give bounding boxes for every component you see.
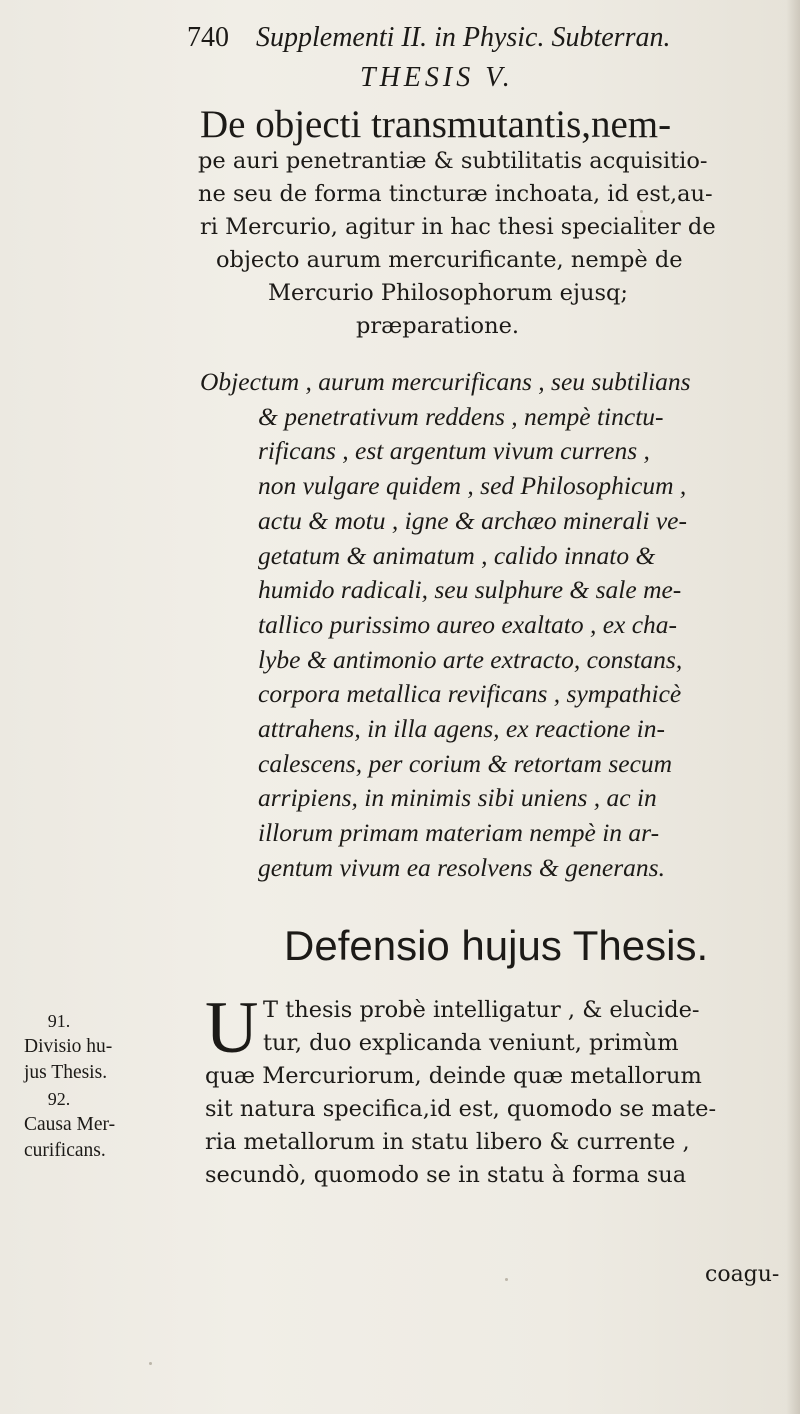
margin-note-number: 92. (47, 1089, 71, 1109)
margin-note-number: 91. (47, 1011, 71, 1031)
defensio-paragraph (205, 987, 795, 1192)
paper-speck (505, 1278, 508, 1281)
paragraph-line: humido radicali, seu sulphure & sale me- (258, 575, 682, 605)
paragraph-line: T thesis probè intelligatur , & elucide- (263, 997, 700, 1023)
paragraph-line: gentum vivum ea resolvens & generans. (258, 852, 665, 882)
paragraph-line: lybe & antimonio arte extracto, constans, (258, 644, 683, 674)
catchword: coagu- (705, 1262, 780, 1287)
margin-note-line: Divisio hu- (24, 1036, 113, 1057)
paragraph-line: non vulgare quidem , sed Philosophicum , (258, 471, 687, 501)
paragraph-line: quæ Mercuriorum, deinde quæ metallorum (205, 1063, 702, 1089)
paragraph-line: Objectum , aurum mercurificans , seu subtilians (200, 367, 691, 396)
section-title: De objecti transmutantis,nem- (200, 103, 672, 146)
margin-note-line: jus Thesis. (24, 1062, 108, 1083)
paragraph-line: corpora metallica revificans , sympathicè (258, 679, 682, 709)
paragraph-line: secundò, quomodo se in statu à forma sua (205, 1162, 687, 1188)
margin-note-line: curificans. (24, 1140, 106, 1161)
thesis-label: THESIS V. (360, 62, 514, 93)
paragraph-line: ria metallorum in statu libero & currente , (205, 1129, 690, 1155)
paragraph-line: tallico purissimo aureo exaltato , ex cha- (258, 609, 678, 639)
paragraph-line: attrahens, in illa agens, ex reactione in- (258, 714, 665, 744)
running-head (187, 22, 747, 62)
margin-notes (24, 1008, 184, 1164)
margin-note-line: Causa Mer- (24, 1114, 116, 1135)
paragraph-line: tur, duo explicanda veniunt, primùm (263, 1030, 679, 1056)
paragraph-line: & penetrativum reddens , nempè tinctu- (258, 401, 664, 431)
paragraph-line: arripiens, in minimis sibi uniens , ac in (258, 783, 657, 813)
paragraph-line: rificans , est argentum vivum currens , (258, 436, 650, 466)
title-line: præparatione. (356, 313, 520, 339)
title-line: objecto aurum mercurificante, nempè de (216, 247, 683, 273)
drop-cap: U (205, 987, 259, 1069)
paragraph-line: getatum & animatum , calido innato & (258, 540, 656, 570)
title-line: ri Mercurio, agitur in hac thesi specialiter de (200, 214, 716, 240)
objectum-paragraph (200, 365, 790, 886)
defensio-heading: Defensio hujus Thesis. (284, 922, 709, 969)
title-line: ne seu de forma tincturæ inchoata, id est,au- (198, 181, 713, 207)
paragraph-line: actu & motu , igne & archæo minerali ve- (258, 505, 687, 535)
page-number: 740 (187, 22, 229, 53)
paragraph-line: sit natura specifica,id est, quomodo se mate- (205, 1096, 717, 1122)
running-title: Supplementi II. in Physic. Subterran. (256, 22, 671, 53)
title-line: pe auri penetrantiæ & subtilitatis acquisitio- (198, 148, 708, 174)
paragraph-line: calescens, per corium & retortam secum (258, 748, 673, 778)
title-summary (198, 145, 778, 343)
paper-speck (149, 1362, 152, 1365)
title-line: Mercurio Philosophorum ejusq; (268, 280, 628, 306)
paragraph-line: illorum primam materiam nempè in ar- (258, 818, 660, 848)
